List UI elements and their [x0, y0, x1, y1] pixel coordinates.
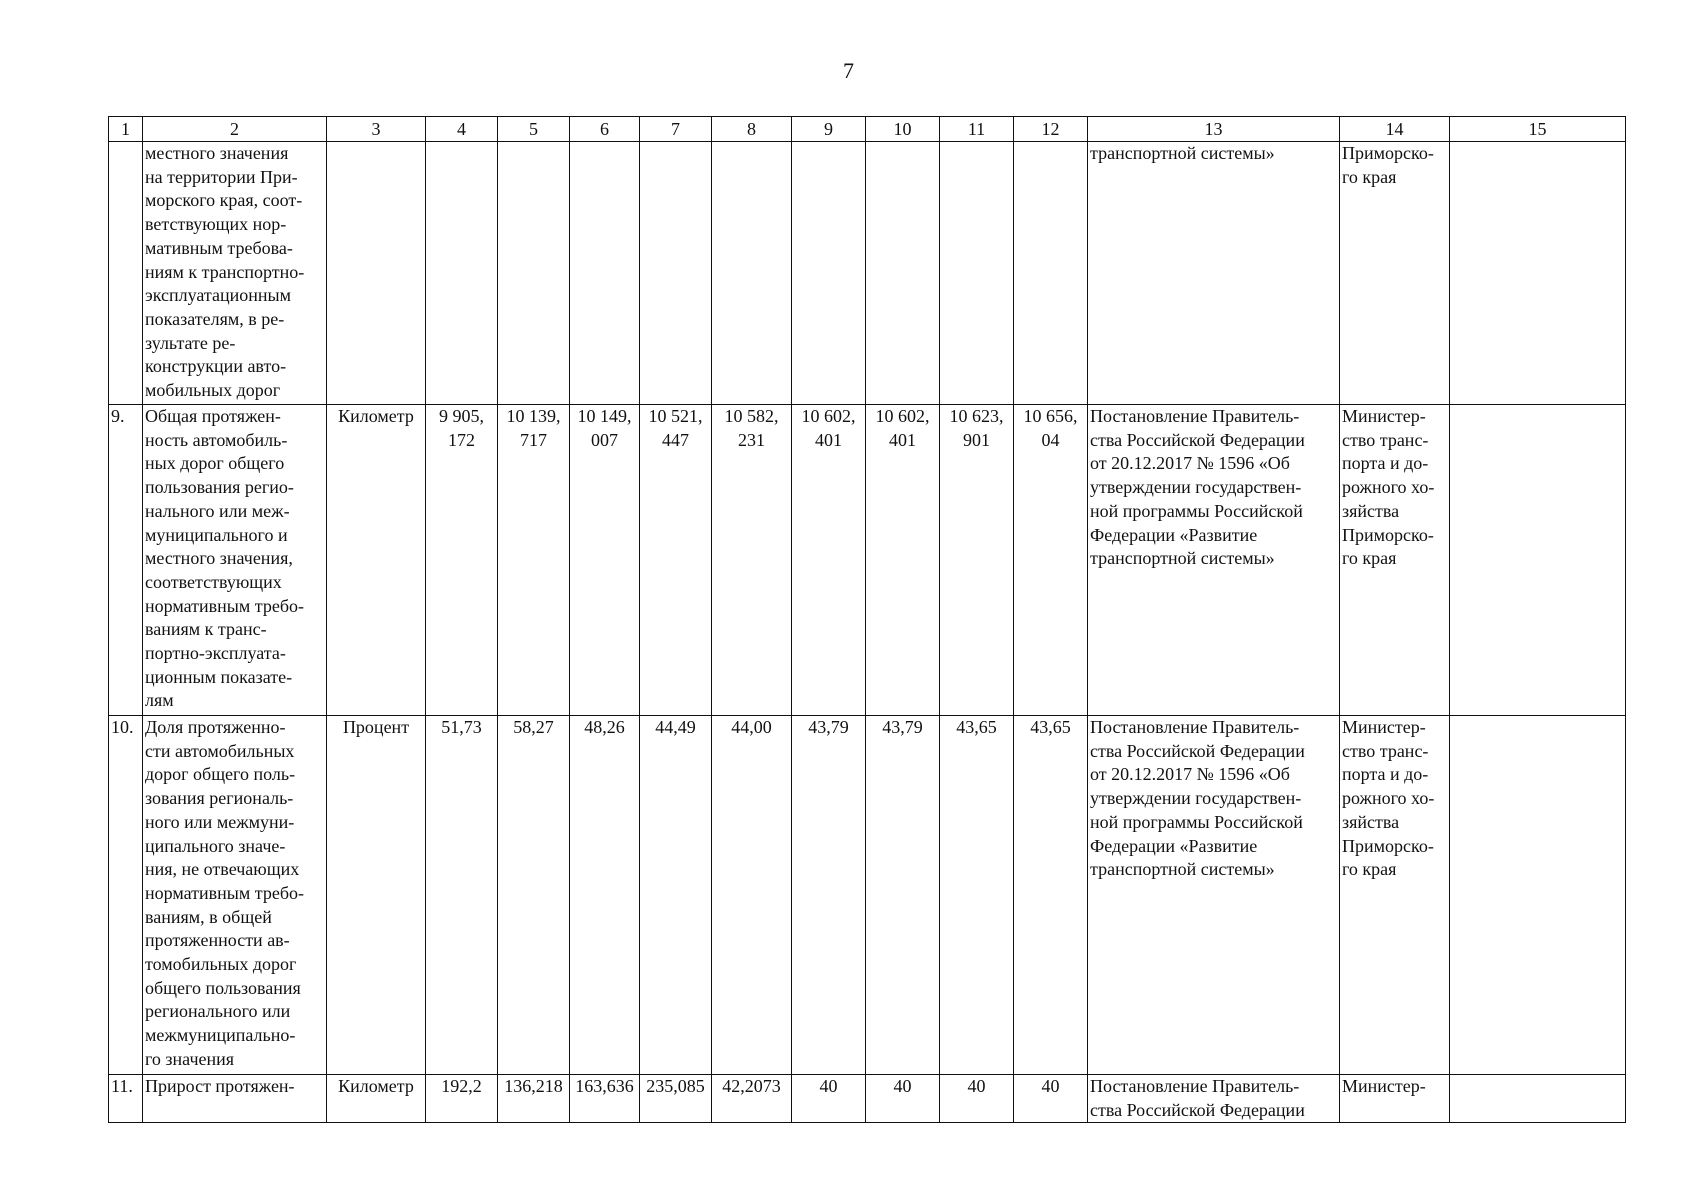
unit: Процент: [327, 716, 426, 1075]
source-document: Постановление Правитель- ства Российской Федерации от 20.12.2017 № 1596 «Об утверждении государствен- ной программы Российской Федерации «Развитие транспортной системы»: [1088, 405, 1340, 716]
value-col-9: 40: [792, 1075, 866, 1123]
indicator-name: Общая протяжен- ность автомобиль- ных дорог общего пользования регио- нального или меж- муниципального и местного значения, соответствующих нормативным требо- ваниям к транс- портно-эксплуата- ционным показате- лям: [143, 405, 327, 716]
value-col-11: 43,65: [940, 716, 1014, 1075]
source-document: транспортной системы»: [1088, 142, 1340, 405]
value-col-8: 44,00: [712, 716, 792, 1075]
value-col-11: 40: [940, 1075, 1014, 1123]
value-col-5: [498, 142, 570, 405]
col-header-13: 13: [1088, 117, 1340, 142]
col-header-12: 12: [1014, 117, 1088, 142]
value-col-6: [570, 142, 640, 405]
col-header-5: 5: [498, 117, 570, 142]
value-col-4: 51,73: [426, 716, 498, 1075]
value-col-6: 10 149, 007: [570, 405, 640, 716]
value-col-11: 10 623, 901: [940, 405, 1014, 716]
col-header-2: 2: [143, 117, 327, 142]
value-col-7: [640, 142, 712, 405]
source-document: Постановление Правитель- ства Российской Федерации от 20.12.2017 № 1596 «Об утверждении государствен- ной программы Российской Федерации «Развитие транспортной системы»: [1088, 716, 1340, 1075]
col-header-15: 15: [1450, 117, 1626, 142]
table-row: [109, 716, 1626, 1075]
note: [1450, 142, 1626, 405]
value-col-10: [866, 142, 940, 405]
value-col-6: 163,636: [570, 1075, 640, 1123]
value-col-5: 10 139, 717: [498, 405, 570, 716]
value-col-6: 48,26: [570, 716, 640, 1075]
indicator-name: местного значения на территории При- морского края, соот- ветствующих нор- мативным требова- ниям к транспортно- эксплуатационным показателям, в ре- зультате ре- конструкции авто- мобильных дорог: [143, 142, 327, 405]
col-header-1: 1: [109, 117, 143, 142]
source-document: Постановление Правитель- ства Российской Федерации: [1088, 1075, 1340, 1123]
value-col-7: 10 521, 447: [640, 405, 712, 716]
value-col-10: 40: [866, 1075, 940, 1123]
value-col-12: 43,65: [1014, 716, 1088, 1075]
value-col-4: 9 905, 172: [426, 405, 498, 716]
unit: Километр: [327, 1075, 426, 1123]
value-col-9: 10 602, 401: [792, 405, 866, 716]
value-col-4: 192,2: [426, 1075, 498, 1123]
responsible-body: Министер-: [1340, 1075, 1450, 1123]
table-row: [109, 1075, 1626, 1123]
responsible-body: Министер- ство транс- порта и до- рожного хо- зяйства Приморско- го края: [1340, 716, 1450, 1075]
col-header-8: 8: [712, 117, 792, 142]
value-col-8: 10 582, 231: [712, 405, 792, 716]
indicators-table: [108, 116, 1626, 1123]
value-col-12: 10 656, 04: [1014, 405, 1088, 716]
col-header-4: 4: [426, 117, 498, 142]
note: [1450, 1075, 1626, 1123]
value-col-9: 43,79: [792, 716, 866, 1075]
value-col-7: 44,49: [640, 716, 712, 1075]
value-col-12: [1014, 142, 1088, 405]
indicator-name: Доля протяженно- сти автомобильных дорог общего поль- зования региональ- ного или межмуни- ципального значе- ния, не отвечающих нормативным требо- ваниям, в общей протяженности ав- томобильных дорог общего пользования регионального или межмуниципально- го значения: [143, 716, 327, 1075]
table-row: [109, 405, 1626, 716]
value-col-5: 136,218: [498, 1075, 570, 1123]
note: [1450, 716, 1626, 1075]
value-col-10: 43,79: [866, 716, 940, 1075]
page-number: 7: [843, 58, 854, 83]
table-row: [109, 142, 1626, 405]
value-col-5: 58,27: [498, 716, 570, 1075]
indicator-name: Прирост протяжен-: [143, 1075, 327, 1123]
header-row: [109, 117, 1626, 142]
row-number: [109, 142, 143, 405]
note: [1450, 405, 1626, 716]
value-col-4: [426, 142, 498, 405]
col-header-11: 11: [940, 117, 1014, 142]
col-header-7: 7: [640, 117, 712, 142]
value-col-8: 42,2073: [712, 1075, 792, 1123]
col-header-10: 10: [866, 117, 940, 142]
col-header-14: 14: [1340, 117, 1450, 142]
col-header-9: 9: [792, 117, 866, 142]
row-number: 10.: [109, 716, 143, 1075]
row-number: 11.: [109, 1075, 143, 1123]
unit: [327, 142, 426, 405]
value-col-11: [940, 142, 1014, 405]
value-col-8: [712, 142, 792, 405]
value-col-9: [792, 142, 866, 405]
value-col-10: 10 602, 401: [866, 405, 940, 716]
responsible-body: Приморско- го края: [1340, 142, 1450, 405]
col-header-3: 3: [327, 117, 426, 142]
row-number: 9.: [109, 405, 143, 716]
value-col-7: 235,085: [640, 1075, 712, 1123]
col-header-6: 6: [570, 117, 640, 142]
responsible-body: Министер- ство транс- порта и до- рожного хо- зяйства Приморско- го края: [1340, 405, 1450, 716]
unit: Километр: [327, 405, 426, 716]
value-col-12: 40: [1014, 1075, 1088, 1123]
